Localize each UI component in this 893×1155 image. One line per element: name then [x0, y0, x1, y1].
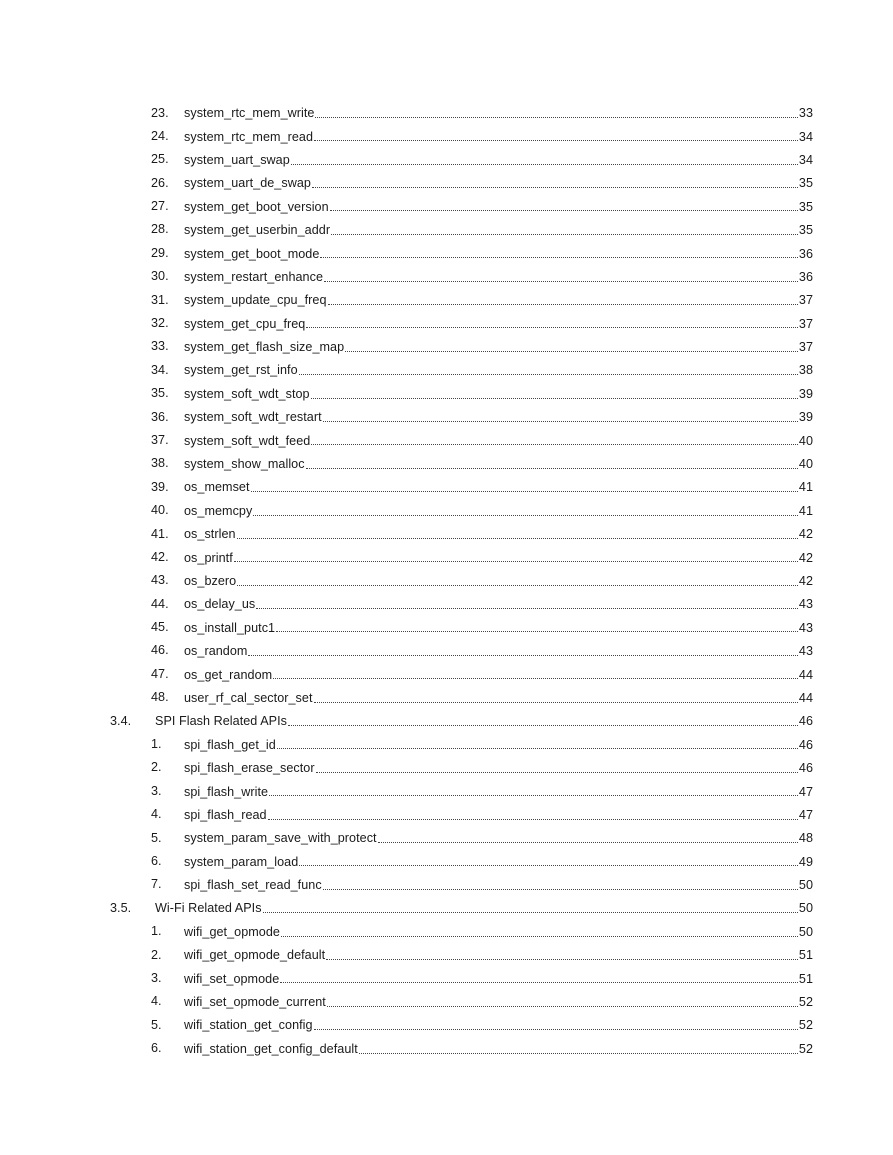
toc-entry-body	[184, 967, 813, 990]
toc-entry-body	[184, 102, 813, 125]
toc-entry-body	[184, 593, 813, 616]
toc-entry-number: 2.	[151, 947, 162, 962]
toc-entry-title[interactable]: system_get_userbin_addr	[184, 223, 331, 238]
toc-entry[interactable]	[0, 616, 893, 639]
toc-entry-body	[184, 733, 813, 756]
toc-entry[interactable]	[0, 335, 893, 358]
toc-entry-title[interactable]: os_strlen	[184, 527, 236, 542]
toc-entry-body	[184, 523, 813, 546]
toc-entry-page[interactable]: 46	[798, 714, 813, 729]
toc-section-entry[interactable]	[0, 710, 893, 733]
toc-entry-body	[184, 499, 813, 522]
toc-entry-page[interactable]: 52	[798, 1041, 813, 1056]
dot-leader	[314, 1028, 798, 1030]
toc-entry-title[interactable]: os_get_random	[184, 667, 273, 682]
toc-entry-title[interactable]: system_rtc_mem_read	[184, 129, 314, 144]
dot-leader	[331, 233, 798, 235]
toc-entry-title[interactable]: os_install_putc1	[184, 620, 276, 635]
toc-entry-title[interactable]: system_soft_wdt_restart	[184, 410, 322, 425]
toc-entry-page[interactable]: 40	[798, 433, 813, 448]
toc-entry-title[interactable]: os_random	[184, 644, 248, 659]
toc-entry-title[interactable]: system_param_save_with_protect	[184, 831, 377, 846]
toc-entry-number: 37.	[151, 432, 169, 447]
toc-entry-body	[184, 990, 813, 1013]
toc-entry[interactable]	[0, 382, 893, 405]
toc-entry[interactable]	[0, 523, 893, 546]
dot-leader	[248, 654, 797, 656]
toc-entry-title[interactable]: system_update_cpu_freq	[184, 293, 327, 308]
dot-leader	[263, 911, 798, 913]
toc-entry-title[interactable]: system_get_boot_version	[184, 199, 329, 214]
toc-entry[interactable]	[0, 850, 893, 873]
toc-entry[interactable]	[0, 873, 893, 896]
dot-leader	[314, 139, 798, 141]
toc-entry-number: 32.	[151, 316, 169, 331]
dot-leader	[269, 794, 798, 796]
toc-entry-title[interactable]: spi_flash_erase_sector	[184, 761, 315, 776]
toc-entry-title[interactable]: system_get_boot_mode	[184, 246, 320, 261]
toc-entry-page[interactable]: 42	[798, 574, 813, 588]
dot-leader	[315, 116, 797, 118]
toc-entry-body	[184, 920, 813, 943]
toc-entry-number: 6.	[151, 1041, 162, 1056]
toc-entry-number: 3.4.	[110, 713, 132, 728]
toc-entry[interactable]	[0, 102, 893, 125]
toc-entry[interactable]	[0, 312, 893, 335]
toc-entry-title[interactable]: wifi_get_opmode	[184, 924, 280, 939]
toc-entry[interactable]	[0, 1037, 893, 1060]
toc-entry-number: 40.	[151, 503, 169, 518]
toc-entry-body	[184, 686, 813, 709]
toc-entry-body	[184, 125, 813, 148]
toc-entry-title[interactable]: os_memset	[184, 480, 250, 495]
toc-entry[interactable]	[0, 803, 893, 826]
toc-entry-page[interactable]: 34	[798, 152, 813, 167]
toc-entry-body	[184, 289, 813, 312]
dot-leader	[234, 560, 798, 562]
toc-entry-number: 7.	[151, 877, 162, 892]
toc-entry-number: 1.	[151, 924, 162, 939]
toc-entry-page[interactable]: 35	[798, 223, 813, 238]
toc-entry-page[interactable]: 43	[798, 644, 813, 659]
toc-entry-number: 26.	[151, 175, 169, 190]
toc-entry-body	[184, 429, 813, 452]
toc-entry-body	[184, 359, 813, 382]
dot-leader	[323, 420, 798, 422]
toc-entry-number: 25.	[151, 152, 169, 167]
dot-leader	[314, 701, 798, 703]
toc-entry-title[interactable]: wifi_set_opmode	[184, 971, 280, 986]
dot-leader	[306, 326, 798, 328]
toc-entry-body	[184, 195, 813, 218]
toc-entry-body	[184, 569, 813, 592]
dot-leader	[324, 280, 798, 282]
toc-entry-body	[184, 546, 813, 569]
toc-entry-page[interactable]: 35	[798, 176, 813, 191]
toc-entry-page[interactable]: 35	[798, 199, 813, 214]
toc-entry[interactable]	[0, 172, 893, 195]
toc-entry-page[interactable]: 43	[798, 620, 813, 635]
toc-entry-page[interactable]: 43	[798, 597, 813, 612]
toc-entry-number: 5.	[151, 830, 162, 845]
toc-entry-number: 33.	[151, 339, 169, 354]
toc-entry-page[interactable]: 41	[798, 480, 813, 495]
toc-entry-body	[184, 944, 813, 967]
toc-entry[interactable]	[0, 967, 893, 990]
toc-entry-page[interactable]: 36	[798, 269, 813, 284]
toc-entry-page[interactable]: 46	[798, 761, 813, 776]
toc-entry-title[interactable]: os_memcpy	[184, 503, 253, 518]
toc-entry-body	[155, 710, 813, 733]
dot-leader	[299, 373, 798, 375]
toc-entry-number: 35.	[151, 386, 169, 401]
toc-entry-page[interactable]: 46	[798, 737, 813, 752]
dot-leader	[273, 677, 798, 679]
toc-entry-body	[184, 218, 813, 241]
toc-entry-page[interactable]: 47	[798, 784, 813, 799]
toc-entry-number: 6.	[151, 854, 162, 868]
dot-leader	[330, 209, 798, 211]
toc-entry[interactable]	[0, 663, 893, 686]
toc-entry-page[interactable]: 44	[798, 690, 813, 705]
toc-entry-page[interactable]: 50	[798, 901, 813, 916]
toc-entry-page[interactable]: 39	[798, 386, 813, 401]
dot-leader	[253, 514, 798, 516]
toc-section-entry[interactable]	[0, 897, 893, 920]
toc-entry[interactable]	[0, 406, 893, 429]
toc-entry-title[interactable]: system_soft_wdt_feed	[184, 433, 311, 448]
dot-leader	[299, 864, 798, 866]
toc-entry[interactable]	[0, 827, 893, 850]
toc-entry-number: 4.	[151, 807, 162, 822]
toc-entry-title[interactable]: wifi_station_get_config_default	[184, 1041, 358, 1056]
toc-entry[interactable]	[0, 990, 893, 1013]
dot-leader	[237, 537, 798, 539]
toc-entry-title[interactable]: spi_flash_get_id	[184, 737, 276, 752]
toc-entry-page[interactable]: 52	[798, 995, 813, 1010]
toc-entry-title[interactable]: os_delay_us	[184, 597, 256, 612]
toc-entry[interactable]	[0, 359, 893, 382]
toc-entry[interactable]	[0, 499, 893, 522]
toc-entry-page[interactable]: 37	[798, 340, 813, 355]
toc-entry-number: 39.	[151, 479, 169, 494]
toc-entry-title[interactable]: wifi_station_get_config	[184, 1018, 313, 1033]
toc-entry-page[interactable]: 49	[798, 854, 813, 869]
dot-leader	[326, 958, 798, 960]
toc-entry-number: 43.	[151, 573, 169, 588]
toc-entry-number: 2.	[151, 760, 162, 775]
toc-entry-title[interactable]: os_bzero	[184, 574, 237, 588]
toc-entry-number: 3.	[151, 783, 162, 798]
toc-entry-body	[184, 756, 813, 779]
dot-leader	[277, 747, 798, 749]
toc-entry-title[interactable]: spi_flash_set_read_func	[184, 878, 322, 893]
toc-entry-number: 1.	[151, 737, 162, 752]
toc-entry-number: 28.	[151, 222, 169, 237]
toc-entry-number: 5.	[151, 1017, 162, 1032]
toc-entry-title[interactable]: wifi_get_opmode_default	[184, 948, 326, 963]
dot-leader	[312, 186, 798, 188]
toc-entry[interactable]	[0, 148, 893, 171]
dot-leader	[345, 350, 798, 352]
toc-entry[interactable]	[0, 452, 893, 475]
toc-entry[interactable]	[0, 780, 893, 803]
toc-entry[interactable]	[0, 1014, 893, 1037]
toc-entry-title[interactable]: system_soft_wdt_stop	[184, 386, 310, 401]
toc-entry-page[interactable]: 38	[798, 363, 813, 378]
toc-entry-title[interactable]: system_get_cpu_freq	[184, 316, 306, 331]
toc-entry-body	[184, 382, 813, 405]
dot-leader	[281, 935, 798, 937]
toc-entry-page[interactable]: 50	[798, 878, 813, 893]
toc-entry-title[interactable]: system_param_load	[184, 854, 299, 869]
toc-entry-number: 24.	[151, 128, 169, 143]
toc-entry-title[interactable]: Wi-Fi Related APIs	[155, 901, 262, 916]
toc-entry-page[interactable]: 42	[798, 550, 813, 565]
toc-entry[interactable]	[0, 733, 893, 756]
toc-entry-body	[184, 452, 813, 475]
toc-entry-body	[184, 335, 813, 358]
toc-entry-number: 30.	[151, 269, 169, 284]
dot-leader	[311, 443, 798, 445]
toc-entry-number: 46.	[151, 643, 169, 658]
toc-entry[interactable]	[0, 686, 893, 709]
toc-entry-page[interactable]: 41	[798, 503, 813, 518]
toc-entry-number: 38.	[151, 456, 169, 471]
toc-entry-title[interactable]: system_uart_de_swap	[184, 176, 311, 191]
table-of-contents	[0, 102, 893, 1061]
toc-entry-body	[184, 663, 813, 686]
toc-entry-body	[184, 873, 813, 896]
toc-entry-body	[184, 616, 813, 639]
toc-entry[interactable]	[0, 920, 893, 943]
toc-entry-number: 3.	[151, 970, 162, 985]
toc-entry-number: 42.	[151, 549, 169, 564]
toc-entry-title[interactable]: spi_flash_read	[184, 807, 267, 822]
toc-entry-page[interactable]: 36	[798, 246, 813, 261]
dot-leader	[328, 303, 798, 305]
toc-entry-title[interactable]: system_show_malloc	[184, 457, 305, 472]
toc-entry-title[interactable]: os_printf	[184, 550, 233, 565]
toc-entry[interactable]	[0, 125, 893, 148]
toc-entry-body	[184, 850, 813, 873]
toc-entry-number: 36.	[151, 409, 169, 424]
toc-entry-number: 29.	[151, 245, 169, 260]
toc-entry-body	[184, 1014, 813, 1037]
toc-entry[interactable]	[0, 195, 893, 218]
toc-entry-number: 45.	[151, 620, 169, 635]
toc-entry-page[interactable]: 37	[798, 293, 813, 308]
toc-entry-body	[184, 827, 813, 850]
toc-entry[interactable]	[0, 429, 893, 452]
toc-entry-title[interactable]: system_uart_swap	[184, 152, 290, 167]
toc-entry-title[interactable]: system_get_rst_info	[184, 363, 298, 378]
toc-entry-number: 27.	[151, 199, 169, 214]
toc-entry-number: 48.	[151, 690, 169, 705]
dot-leader	[291, 163, 798, 165]
toc-entry-title[interactable]: system_get_flash_size_map	[184, 340, 345, 355]
toc-entry[interactable]	[0, 218, 893, 241]
dot-leader	[316, 771, 798, 773]
toc-entry[interactable]	[0, 242, 893, 265]
toc-entry-body	[155, 897, 813, 920]
toc-entry-body	[184, 312, 813, 335]
toc-entry-page[interactable]: 50	[798, 924, 813, 939]
toc-entry-body	[184, 265, 813, 288]
toc-entry-page[interactable]: 48	[798, 831, 813, 846]
dot-leader	[306, 467, 798, 469]
dot-leader	[320, 256, 797, 258]
toc-entry-number: 3.5.	[110, 900, 132, 915]
toc-entry[interactable]	[0, 756, 893, 779]
toc-entry-page[interactable]: 44	[798, 667, 813, 682]
toc-entry-title[interactable]: SPI Flash Related APIs	[155, 714, 287, 729]
dot-leader	[256, 607, 798, 609]
toc-entry-number: 31.	[151, 292, 169, 307]
dot-leader	[276, 630, 798, 632]
toc-entry[interactable]	[0, 546, 893, 569]
toc-entry-number: 44.	[151, 596, 169, 611]
toc-entry-number: 41.	[151, 526, 169, 541]
dot-leader	[251, 490, 798, 492]
dot-leader	[378, 841, 798, 843]
toc-entry[interactable]	[0, 639, 893, 662]
toc-entry-body	[184, 803, 813, 826]
toc-entry-body	[184, 1037, 813, 1060]
dot-leader	[288, 724, 798, 726]
toc-entry-number: 4.	[151, 994, 162, 1009]
toc-entry-page[interactable]: 52	[798, 1018, 813, 1033]
toc-entry-page[interactable]: 39	[798, 410, 813, 425]
toc-entry-page[interactable]: 42	[798, 527, 813, 542]
toc-entry-page[interactable]: 51	[798, 971, 813, 986]
toc-entry-body	[184, 172, 813, 195]
toc-entry[interactable]	[0, 593, 893, 616]
toc-entry-number: 23.	[151, 105, 169, 120]
dot-leader	[280, 981, 798, 983]
toc-entry[interactable]	[0, 944, 893, 967]
toc-entry-title[interactable]: system_restart_enhance	[184, 269, 324, 284]
toc-entry-title[interactable]: wifi_set_opmode_current	[184, 995, 326, 1010]
toc-entry-title[interactable]: user_rf_cal_sector_set	[184, 690, 313, 705]
toc-entry-page[interactable]: 37	[798, 316, 813, 331]
dot-leader	[327, 1005, 798, 1007]
toc-entry[interactable]	[0, 476, 893, 499]
dot-leader	[323, 888, 798, 890]
toc-entry-number: 34.	[151, 362, 169, 377]
toc-entry-body	[184, 406, 813, 429]
toc-entry-body	[184, 242, 813, 265]
toc-entry-body	[184, 476, 813, 499]
dot-leader	[359, 1052, 798, 1054]
toc-entry-body	[184, 639, 813, 662]
toc-entry-body	[184, 780, 813, 803]
toc-entry-page[interactable]: 47	[798, 807, 813, 822]
dot-leader	[237, 584, 798, 586]
toc-entry-page[interactable]: 33	[798, 106, 813, 121]
toc-entry[interactable]	[0, 289, 893, 312]
dot-leader	[311, 397, 798, 399]
toc-entry-title[interactable]: system_rtc_mem_write	[184, 106, 315, 121]
toc-entry-body	[184, 148, 813, 171]
toc-entry-page[interactable]: 34	[798, 129, 813, 144]
toc-entry[interactable]	[0, 569, 893, 592]
toc-entry-title[interactable]: spi_flash_write	[184, 784, 269, 799]
toc-entry[interactable]	[0, 265, 893, 288]
toc-entry-number: 47.	[151, 666, 169, 681]
toc-entry-page[interactable]: 40	[798, 457, 813, 472]
dot-leader	[268, 818, 798, 820]
toc-entry-page[interactable]: 51	[798, 948, 813, 963]
